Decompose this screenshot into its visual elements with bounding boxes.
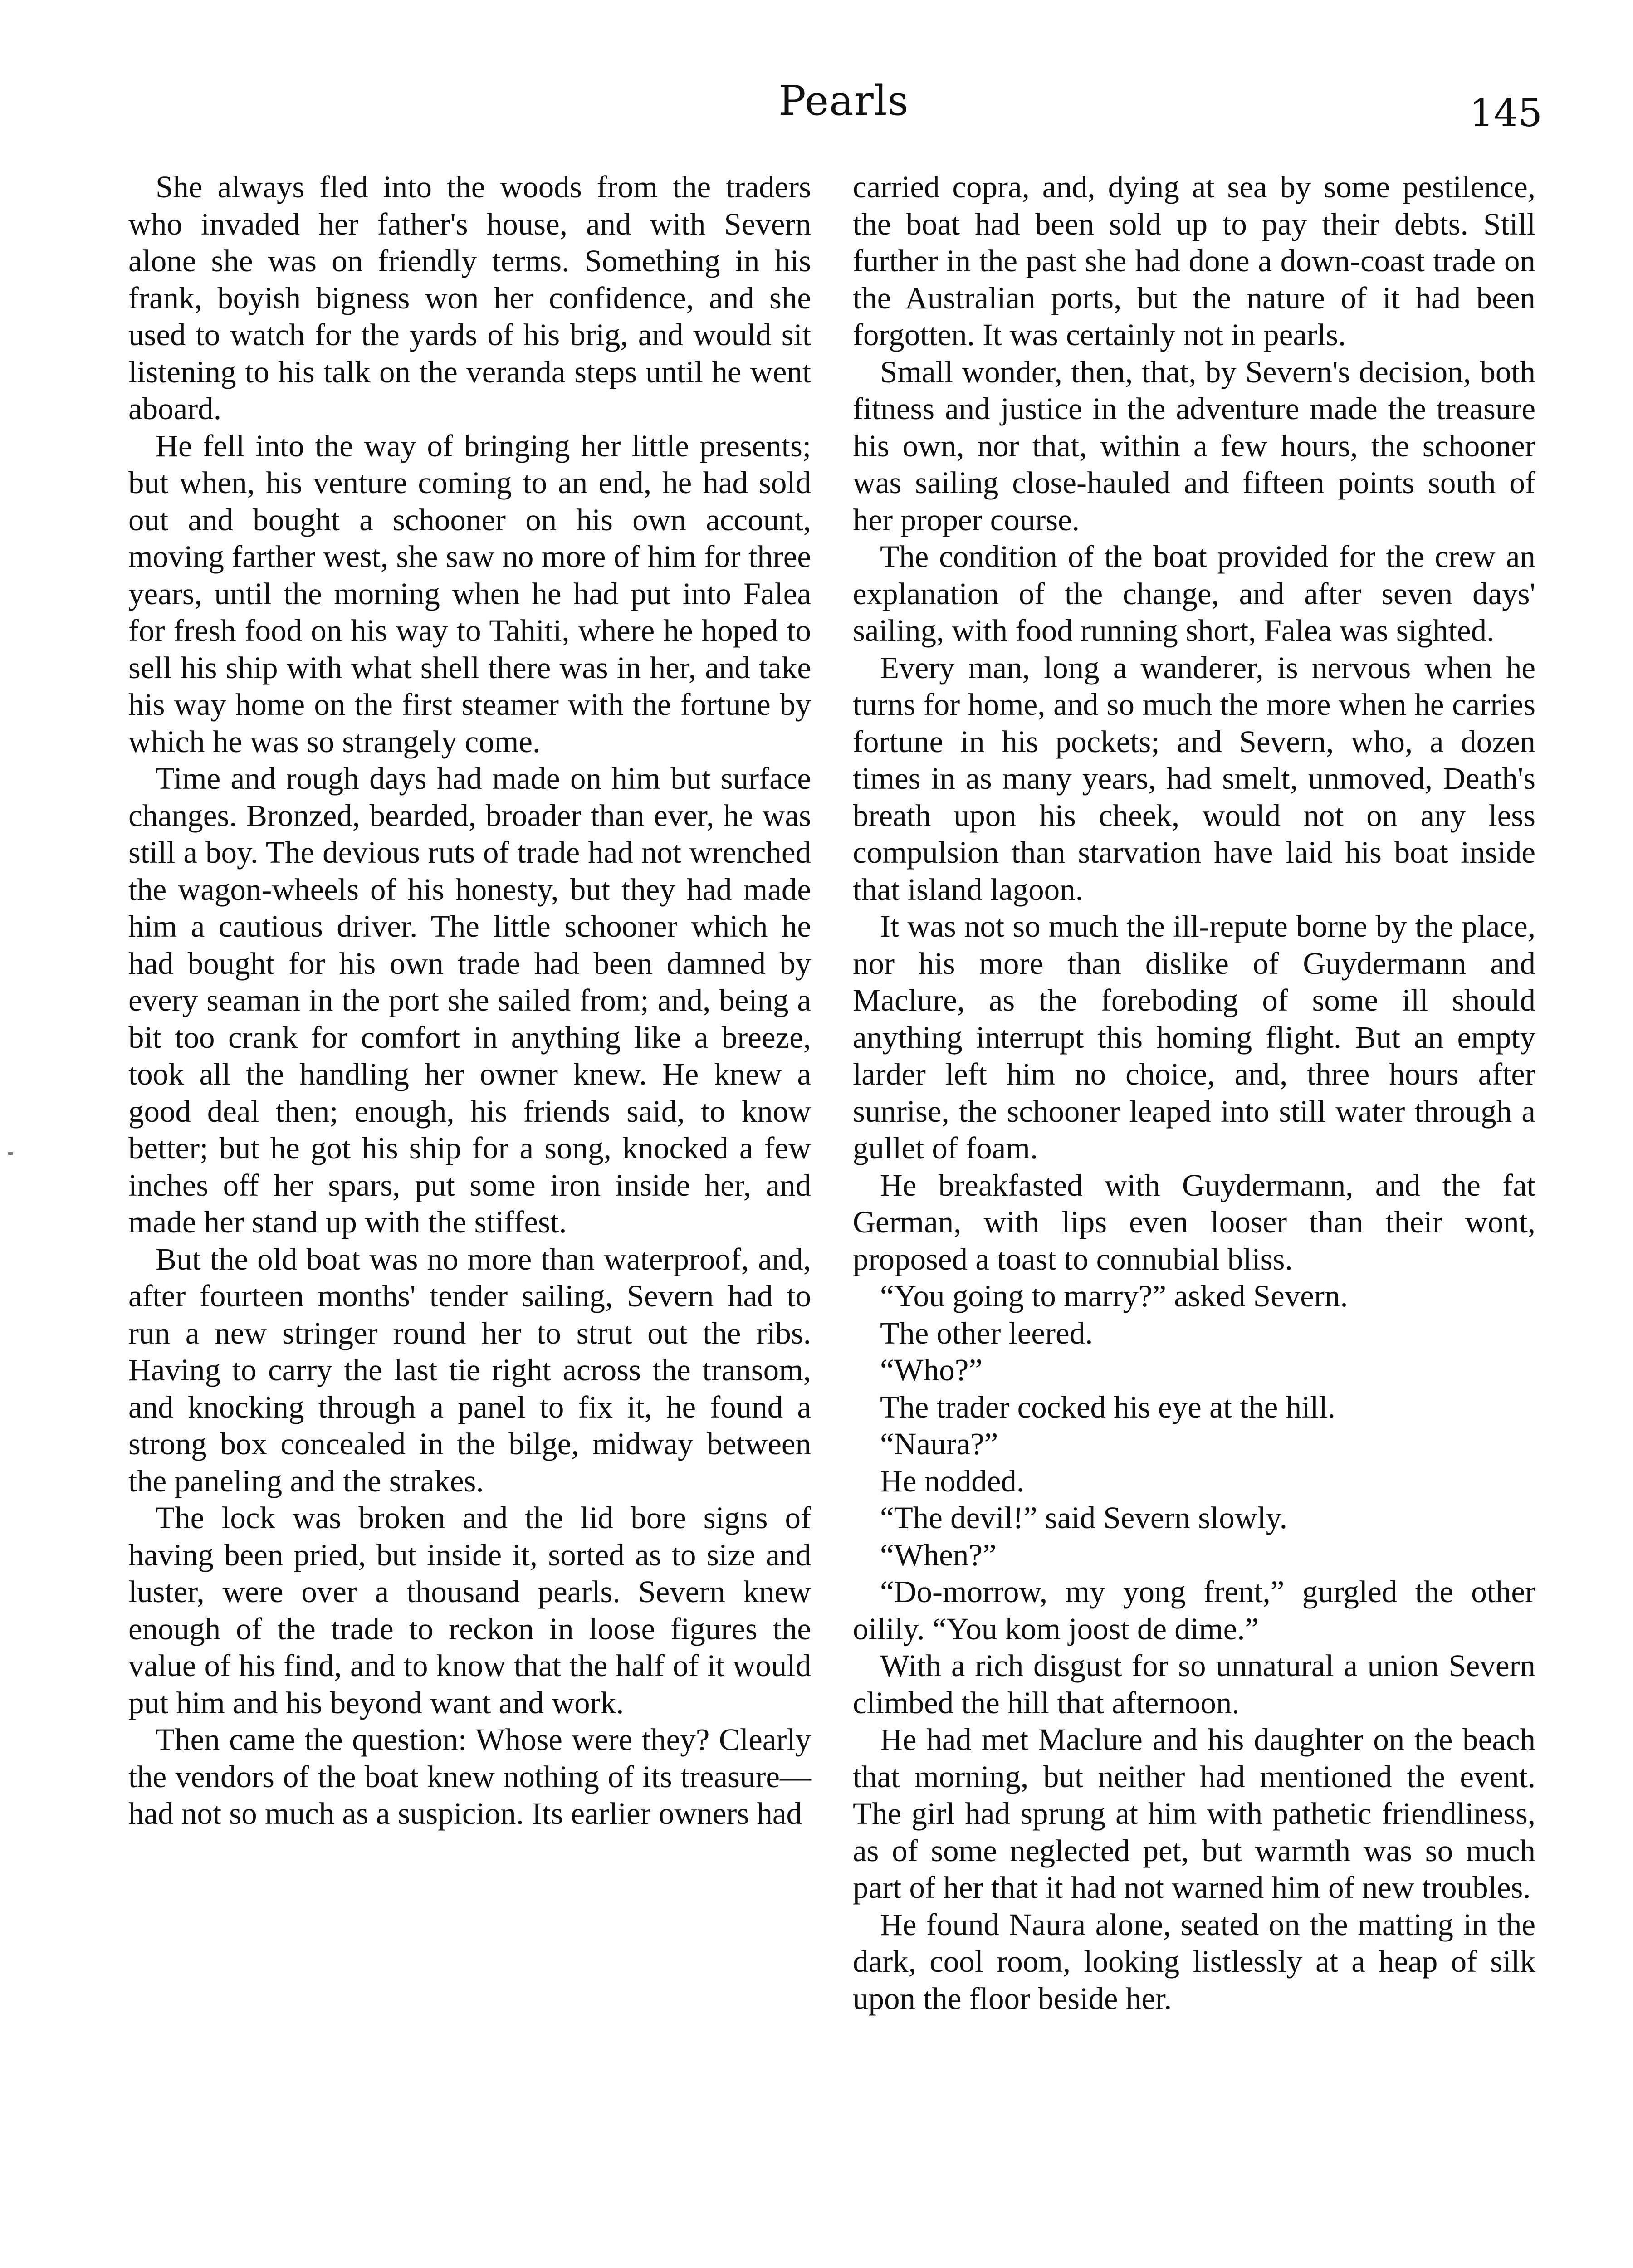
paragraph: He fell into the way of bringing her little presents; but when, his venture coming to an end, he had sold out and bought a schooner on his own account, moving farther west, she saw no more of him for three years, until the morning when he had put into Falea for fresh food on his way to Tahiti, where he hoped to sell his ship with what shell there was in her, and take his way home on the first steamer with the fortune by which he was so strangely come.: [128, 428, 811, 759]
page-number: 145: [1469, 91, 1542, 135]
margin-mark: [8, 1152, 13, 1155]
dialogue-line: “Do-morrow, my yong frent,” gurgled the other oilily. “You kom joost de dime.”: [853, 1574, 1535, 1646]
dialogue-line: “Naura?”: [880, 1427, 998, 1461]
dialogue-line: The trader cocked his eye at the hill.: [880, 1389, 1335, 1424]
paragraph: He had met Maclure and his daughter on the beach that morning, but neither had mentioned the event. The girl had sprung at him with pathetic friendliness, as of some neglected pet, but warmth was so much part of her that it had not warned him of new troubles.: [853, 1722, 1535, 1905]
paragraph: It was not so much the ill-repute borne by the place, nor his more than dislike of Guydermann and Maclure, as the foreboding of some ill should anything interrupt this homing flight. But an empty larder left him no choice, and, three hours after sunrise, the schooner leaped into still water through a gullet of foam.: [853, 909, 1535, 1165]
dialogue-line: He nodded.: [880, 1463, 1025, 1498]
left-column: [128, 169, 811, 1833]
paragraph: Small wonder, then, that, by Severn's decision, both fitness and justice in the adventure made the treasure his own, nor that, within a few hours, the schooner was sailing close-hauled and fifteen points south of her proper course.: [853, 354, 1535, 537]
right-column: [853, 169, 1535, 2017]
dialogue-line: “The devil!” said Severn slowly.: [880, 1501, 1288, 1535]
dialogue-line: “You going to marry?” asked Severn.: [880, 1279, 1348, 1313]
paragraph: But the old boat was no more than waterproof, and, after fourteen months' tender sailing, Severn had to run a new stringer round her to strut out the ribs. Having to carry the last tie right across the transom, and knocking through a panel to fix it, he found a strong box concealed in the bilge, midway between the paneling and the strakes.: [128, 1242, 811, 1498]
paragraph: The condition of the boat provided for the crew an explanation of the change, and after seven days' sailing, with food running short, Falea was sighted.: [853, 539, 1535, 648]
paragraph: He breakfasted with Guydermann, and the fat German, with lips even looser than their wont, proposed a toast to connubial bliss.: [853, 1168, 1535, 1276]
running-title: Pearls: [778, 77, 909, 125]
running-head: [0, 68, 1633, 135]
paragraph: The lock was broken and the lid bore signs of having been pried, but inside it, sorted as to size and luster, were over a thousand pearls. Severn knew enough of the trade to reckon in loose figures the value of his find, and to know that the half of it would put him and his beyond want and work.: [128, 1501, 811, 1720]
paragraph: carried copra, and, dying at sea by some pestilence, the boat had been sold up to pay their debts. Still further in the past she had done a down-coast trade on the Australian ports, but the nature of it had been forgotten. It was certainly not in pearls.: [853, 170, 1535, 352]
paragraph: Every man, long a wanderer, is nervous when he turns for home, and so much the more when he carries fortune in his pockets; and Severn, who, a dozen times in as many years, had smelt, unmoved, Death's breath upon his cheek, would not on any less compulsion than starvation have laid his boat inside that island lagoon.: [853, 650, 1535, 907]
dialogue-line: The other leered.: [880, 1315, 1093, 1350]
paragraph: She always fled into the woods from the traders who invaded her father's house, and with Severn alone she was on friendly terms. Something in his frank, boyish bigness won her confidence, and she used to watch for the yards of his brig, and would sit listening to his talk on the veranda steps until he went aboard.: [128, 170, 811, 426]
dialogue-line: “When?”: [880, 1537, 997, 1572]
paragraph: Then came the question: Whose were they? Clearly the vendors of the boat knew nothing of its treasure—had not so much as a suspicion. Its earlier owners had: [128, 1722, 811, 1831]
paragraph: He found Naura alone, seated on the matting in the dark, cool room, looking listlessly at a heap of silk upon the floor beside her.: [853, 1907, 1535, 2016]
paragraph: With a rich disgust for so unnatural a union Severn climbed the hill that afternoon.: [853, 1648, 1535, 1720]
dialogue-line: “Who?”: [880, 1353, 983, 1387]
paragraph: Time and rough days had made on him but surface changes. Bronzed, bearded, broader than ever, he was still a boy. The devious ruts of trade had not wrenched the wagon-wheels of his honesty, but they had made him a cautious driver. The little schooner which he had bought for his own trade had been damned by every seaman in the port she sailed from; and, being a bit too crank for comfort in anything like a breeze, took all the handling her owner knew. He knew a good deal then; enough, his friends said, to know better; but he got his ship for a song, knocked a few inches off her spars, put some iron inside her, and made her stand up with the stiffest.: [128, 761, 811, 1239]
